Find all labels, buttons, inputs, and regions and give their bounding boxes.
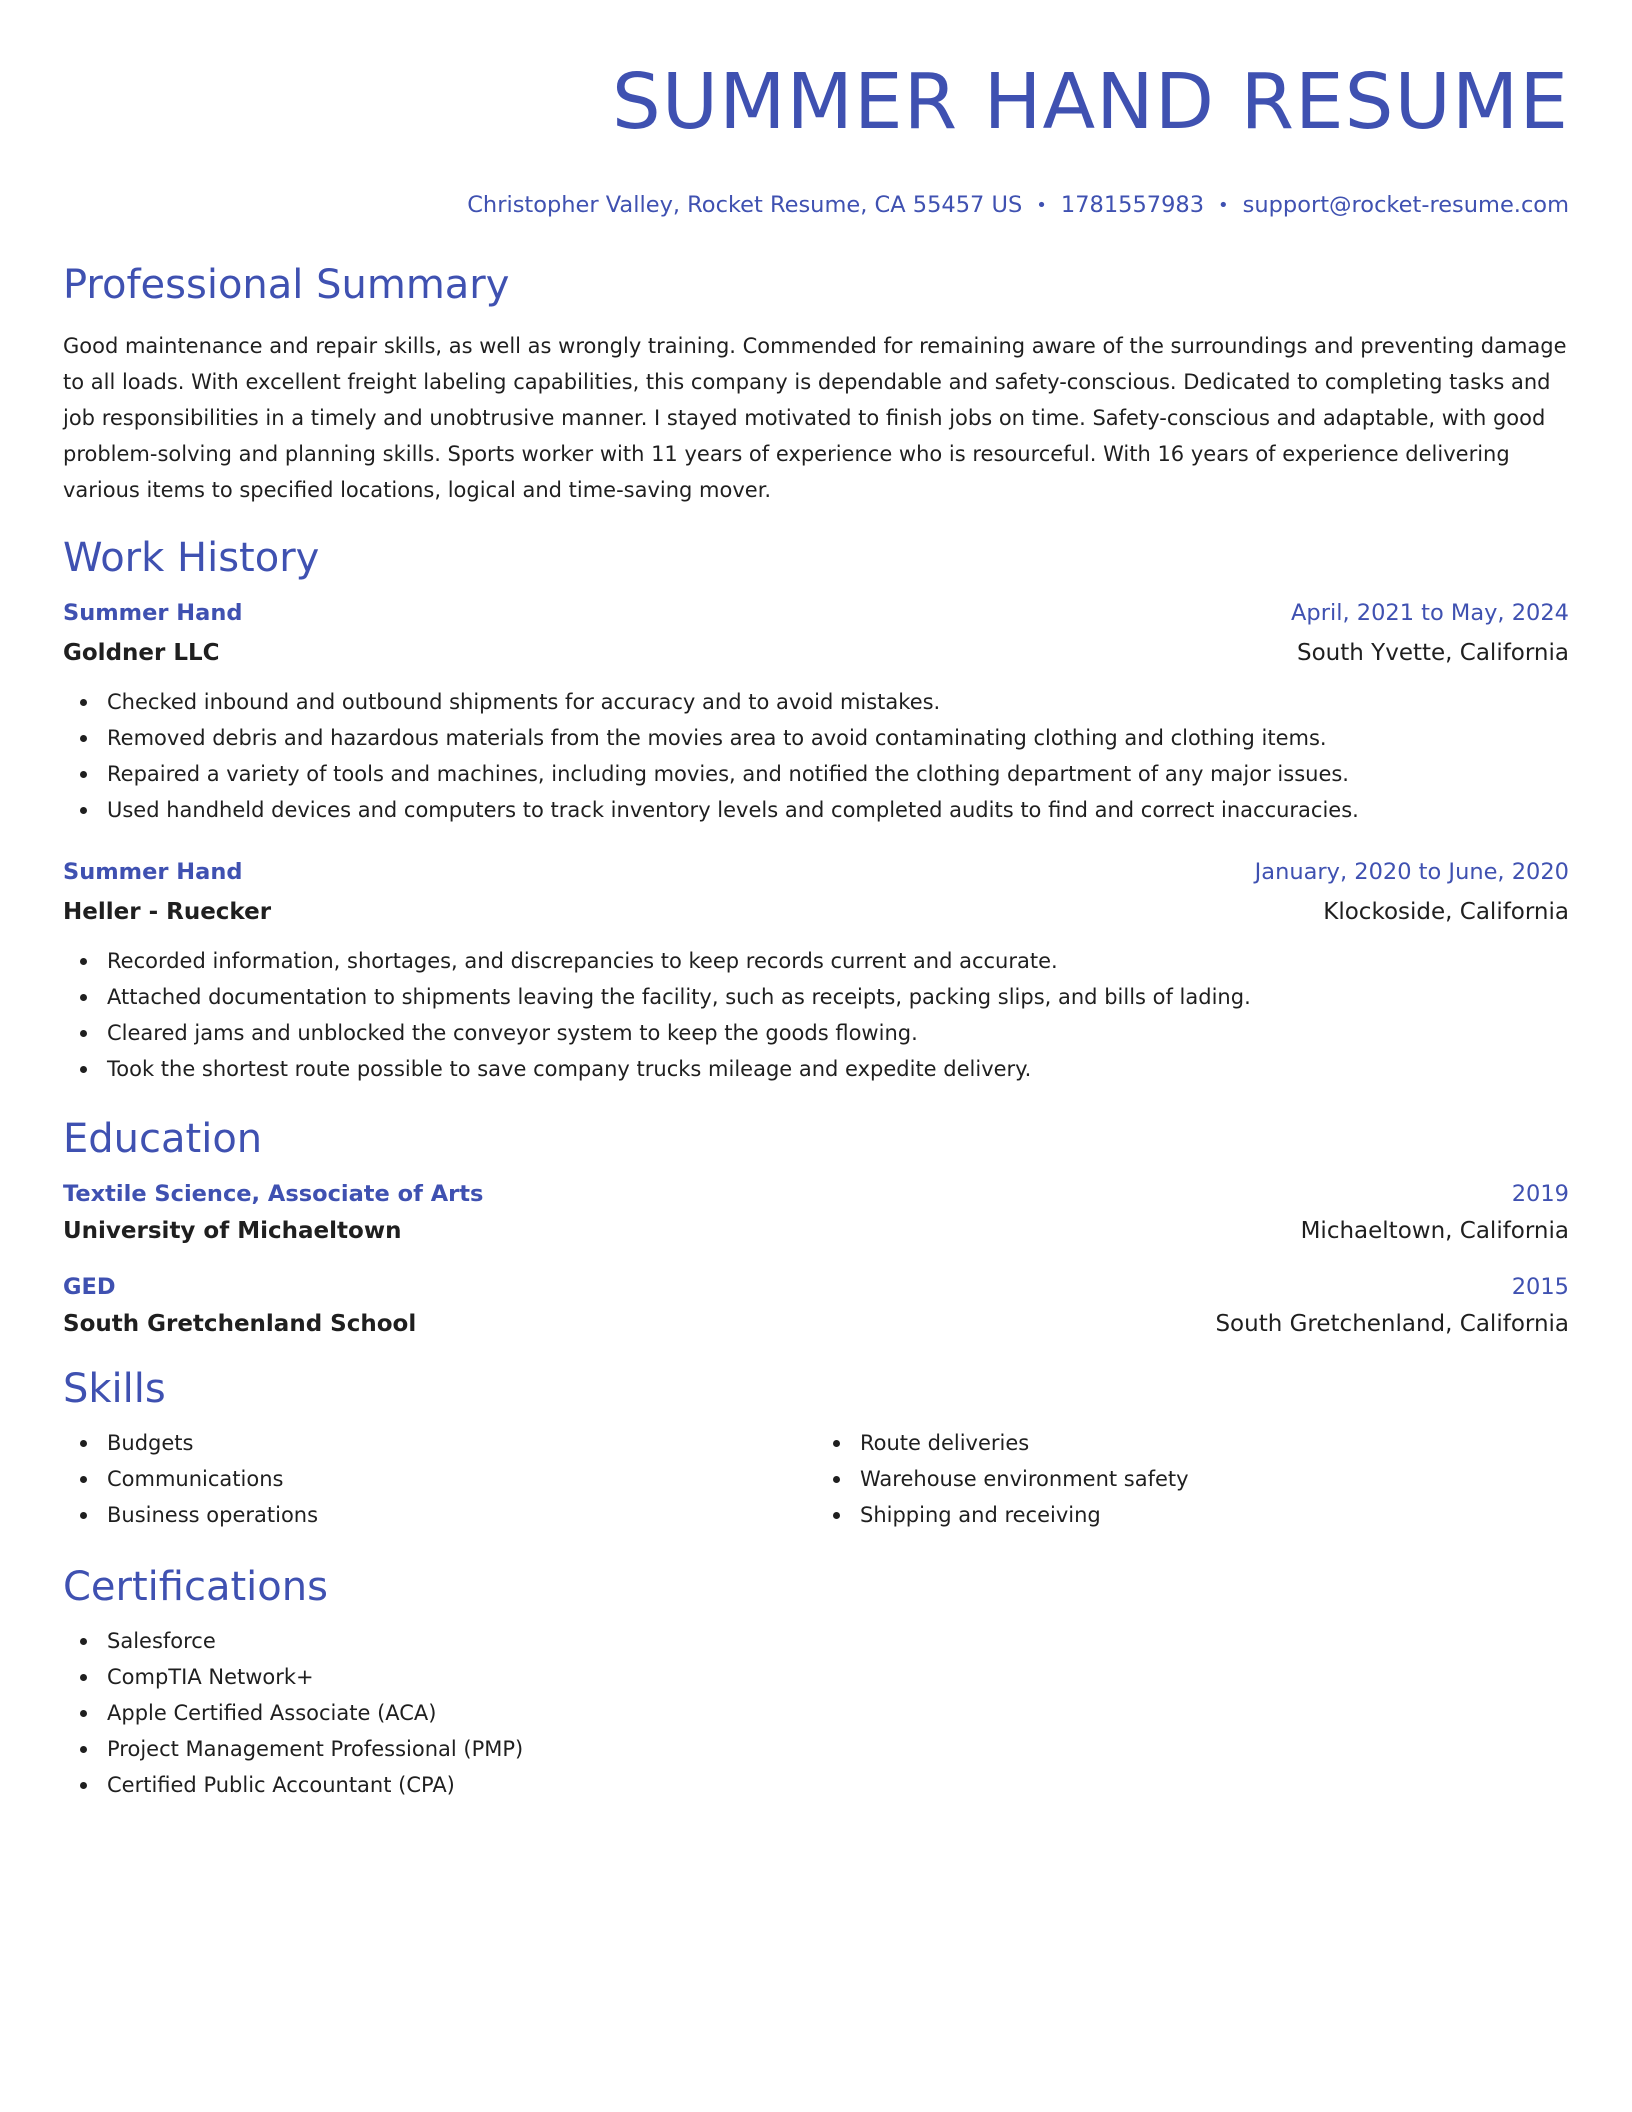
education-year: 2019	[1511, 1181, 1569, 1207]
job-bullet: Used handheld devices and computers to track inventory levels and completed audits to find and correct inaccuracies.	[107, 792, 1569, 828]
contact-separator: •	[1036, 195, 1047, 216]
skills-section	[63, 1365, 1569, 1533]
certifications-section	[63, 1563, 1569, 1803]
contact-line	[63, 190, 1569, 221]
job-bullet: Removed debris and hazardous materials from the movies area to avoid contaminating clothing and clothing items.	[107, 720, 1569, 756]
education-location: Michaeltown, California	[1300, 1218, 1569, 1244]
certification-item: Salesforce	[107, 1623, 1569, 1659]
job-bullet: Cleared jams and unblocked the conveyor system to keep the goods flowing.	[107, 1015, 1569, 1051]
section-title-summary: Professional Summary	[63, 262, 510, 308]
certification-item: Certified Public Accountant (CPA)	[107, 1767, 1569, 1803]
job-title-row	[63, 598, 1569, 628]
job-bullet-list	[63, 684, 1569, 828]
job-company: Heller - Ruecker	[63, 899, 272, 925]
skill-item: Warehouse environment safety	[860, 1461, 1569, 1497]
skills-list-right	[816, 1425, 1569, 1533]
job-bullet-list	[63, 943, 1569, 1087]
job-bullet: Checked inbound and outbound shipments for accuracy and to avoid mistakes.	[107, 684, 1569, 720]
skill-item: Shipping and receiving	[860, 1497, 1569, 1533]
job-location: South Yvette, California	[1297, 640, 1569, 666]
resume-name: SUMMER HAND RESUME	[611, 58, 1569, 147]
contact-phone: 1781557983	[1060, 192, 1205, 218]
skills-list-left	[63, 1425, 816, 1533]
education-degree: Textile Science, Associate of Arts	[63, 1181, 484, 1207]
skill-item: Communications	[107, 1461, 816, 1497]
skill-item: Route deliveries	[860, 1425, 1569, 1461]
job-dates: April, 2021 to May, 2024	[1291, 600, 1569, 626]
education-entry	[63, 1272, 1569, 1339]
skills-columns	[63, 1425, 1569, 1533]
education-degree: GED	[63, 1274, 116, 1300]
job-company-row	[63, 897, 1569, 927]
education-school: University of Michaeltown	[63, 1218, 402, 1244]
education-entry	[63, 1179, 1569, 1246]
section-title-certifications: Certifications	[63, 1564, 328, 1610]
job-bullet: Attached documentation to shipments leaving the facility, such as receipts, packing slips, and bills of lading.	[107, 979, 1569, 1015]
contact-separator: •	[1218, 195, 1229, 216]
education-school-row	[63, 1216, 1569, 1246]
education-year: 2015	[1511, 1274, 1569, 1300]
section-title-education: Education	[63, 1116, 263, 1162]
certification-item: Apple Certified Associate (ACA)	[107, 1695, 1569, 1731]
summary-section	[63, 261, 1569, 508]
certifications-list	[63, 1623, 1569, 1803]
job-bullet: Took the shortest route possible to save company trucks mileage and expedite delivery.	[107, 1051, 1569, 1087]
skill-item: Budgets	[107, 1425, 816, 1461]
summary-text: Good maintenance and repair skills, as well as wrongly training. Commended for remaining aware of the surroundings and preventing damage to all loads. With excellent freight labeling capabilities, this company is dependable and safety-conscious. Dedicated to completing tasks and job responsibilities in a timely and unobtrusive manner. I stayed motivated to finish jobs on time. Safety-conscious and adaptable, with good problem-solving and planning skills. Sports worker with 11 years of experience who is resourceful. With 16 years of experience delivering various items to specified locations, logical and time-saving mover.	[63, 334, 1567, 502]
section-title-skills: Skills	[63, 1366, 166, 1412]
job-entry	[63, 598, 1569, 828]
education-section	[63, 1115, 1569, 1339]
certification-item: Project Management Professional (PMP)	[107, 1731, 1569, 1767]
skill-item: Business operations	[107, 1497, 816, 1533]
education-degree-row	[63, 1272, 1569, 1302]
job-title-row	[63, 857, 1569, 887]
work-history-section	[63, 534, 1569, 1087]
resume-header	[63, 58, 1569, 221]
job-bullet: Recorded information, shortages, and discrepancies to keep records current and accurate.	[107, 943, 1569, 979]
education-degree-row	[63, 1179, 1569, 1209]
job-company: Goldner LLC	[63, 640, 220, 666]
job-location: Klockoside, California	[1323, 899, 1569, 925]
contact-address: Christopher Valley, Rocket Resume, CA 55457 US	[467, 192, 1023, 218]
education-location: South Gretchenland, California	[1215, 1311, 1569, 1337]
job-company-row	[63, 638, 1569, 668]
certification-item: CompTIA Network+	[107, 1659, 1569, 1695]
education-school-row	[63, 1309, 1569, 1339]
job-dates: January, 2020 to June, 2020	[1254, 859, 1569, 885]
contact-email: support@rocket-resume.com	[1242, 192, 1569, 218]
job-bullet: Repaired a variety of tools and machines, including movies, and notified the clothing department of any major issues.	[107, 756, 1569, 792]
section-title-work-history: Work History	[63, 535, 320, 581]
job-entry	[63, 857, 1569, 1087]
job-role: Summer Hand	[63, 600, 243, 626]
job-role: Summer Hand	[63, 859, 243, 885]
education-school: South Gretchenland School	[63, 1311, 417, 1337]
